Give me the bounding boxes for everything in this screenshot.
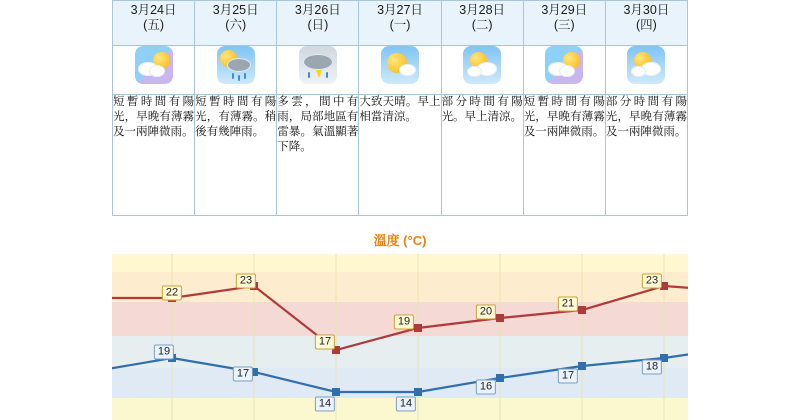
- forecast-description: 多雲，間中有雨，局部地區有雷暴。氣溫顯著下降。: [277, 96, 359, 153]
- sun-behind-cloud-icon: [545, 46, 583, 84]
- low-temp-label: 18: [642, 360, 662, 375]
- forecast-day-1: [195, 1, 277, 46]
- date-label: 3月29日: [541, 3, 588, 17]
- forecast-day-6: [605, 1, 687, 46]
- nine-day-forecast-table: [112, 0, 688, 228]
- right-margin: [688, 0, 800, 420]
- weekday-label: (二): [471, 18, 493, 32]
- weekday-label: (五): [143, 18, 164, 32]
- high-temp-label: 22: [162, 286, 182, 301]
- low-temp-label: 14: [315, 397, 335, 412]
- sun-behind-cloud-icon: [135, 46, 173, 84]
- rain-shower-icon: [217, 46, 255, 84]
- date-label: 3月30日: [623, 3, 670, 17]
- low-temp-label: 16: [476, 380, 496, 395]
- forecast-description: 短暫時間有陽光，有薄霧。稍後有幾陣雨。: [195, 96, 277, 138]
- low-temp-label: 19: [154, 345, 174, 360]
- forecast-day-5: [523, 1, 605, 46]
- forecast-day-4: [441, 1, 523, 46]
- temperature-plot: [0, 254, 800, 420]
- low-temp-label: 17: [558, 369, 578, 384]
- forecast-description: 短暫時間有陽光，早晚有薄霧及一兩陣微雨。: [523, 96, 605, 138]
- forecast-description: 部分時間有陽光，早晚有薄霧及一兩陣微雨。: [605, 96, 687, 138]
- date-label: 3月26日: [294, 3, 341, 17]
- forecast-day-2: [277, 1, 359, 46]
- partly-cloudy-icon: [627, 46, 665, 84]
- high-temp-label: 17: [315, 335, 335, 350]
- thunderstorm-icon: [299, 46, 337, 84]
- high-temp-label: 21: [558, 297, 578, 312]
- weekday-label: (日): [307, 18, 329, 32]
- weekday-label: (三): [553, 18, 575, 32]
- low-temp-label: 17: [233, 367, 253, 382]
- date-label: 3月25日: [212, 3, 259, 17]
- left-margin: [0, 0, 112, 420]
- sunny-periods-icon: [381, 46, 419, 84]
- partly-cloudy-icon: [463, 46, 501, 84]
- date-label: 3月27日: [377, 3, 423, 17]
- temperature-chart: [0, 254, 800, 420]
- weekday-label: (六): [225, 18, 247, 32]
- low-temp-label: 14: [396, 397, 416, 412]
- forecast-description: 短暫時間有陽光，早晚有薄霧及一兩陣微雨。: [113, 96, 195, 138]
- table-row-descriptions: [113, 95, 688, 216]
- weekday-label: (四): [636, 18, 657, 32]
- high-temp-label: 19: [394, 315, 414, 330]
- date-label: 3月28日: [459, 3, 506, 17]
- forecast-description: 大致天晴。早上相當清涼。: [359, 96, 441, 123]
- chart-title: 溫度 (°C): [112, 228, 688, 254]
- date-label: 3月24日: [130, 3, 177, 17]
- forecast-description: 部分時間有陽光。早上清涼。: [441, 96, 523, 123]
- forecast-day-0: [113, 1, 195, 46]
- table-row-icons: [113, 46, 688, 95]
- forecast-day-3: [359, 1, 441, 46]
- high-temp-label: 23: [236, 274, 256, 289]
- high-temp-label: 20: [476, 305, 496, 320]
- weekday-label: (一): [389, 18, 411, 32]
- table-row-dates: [113, 1, 688, 46]
- high-temp-label: 23: [642, 274, 662, 289]
